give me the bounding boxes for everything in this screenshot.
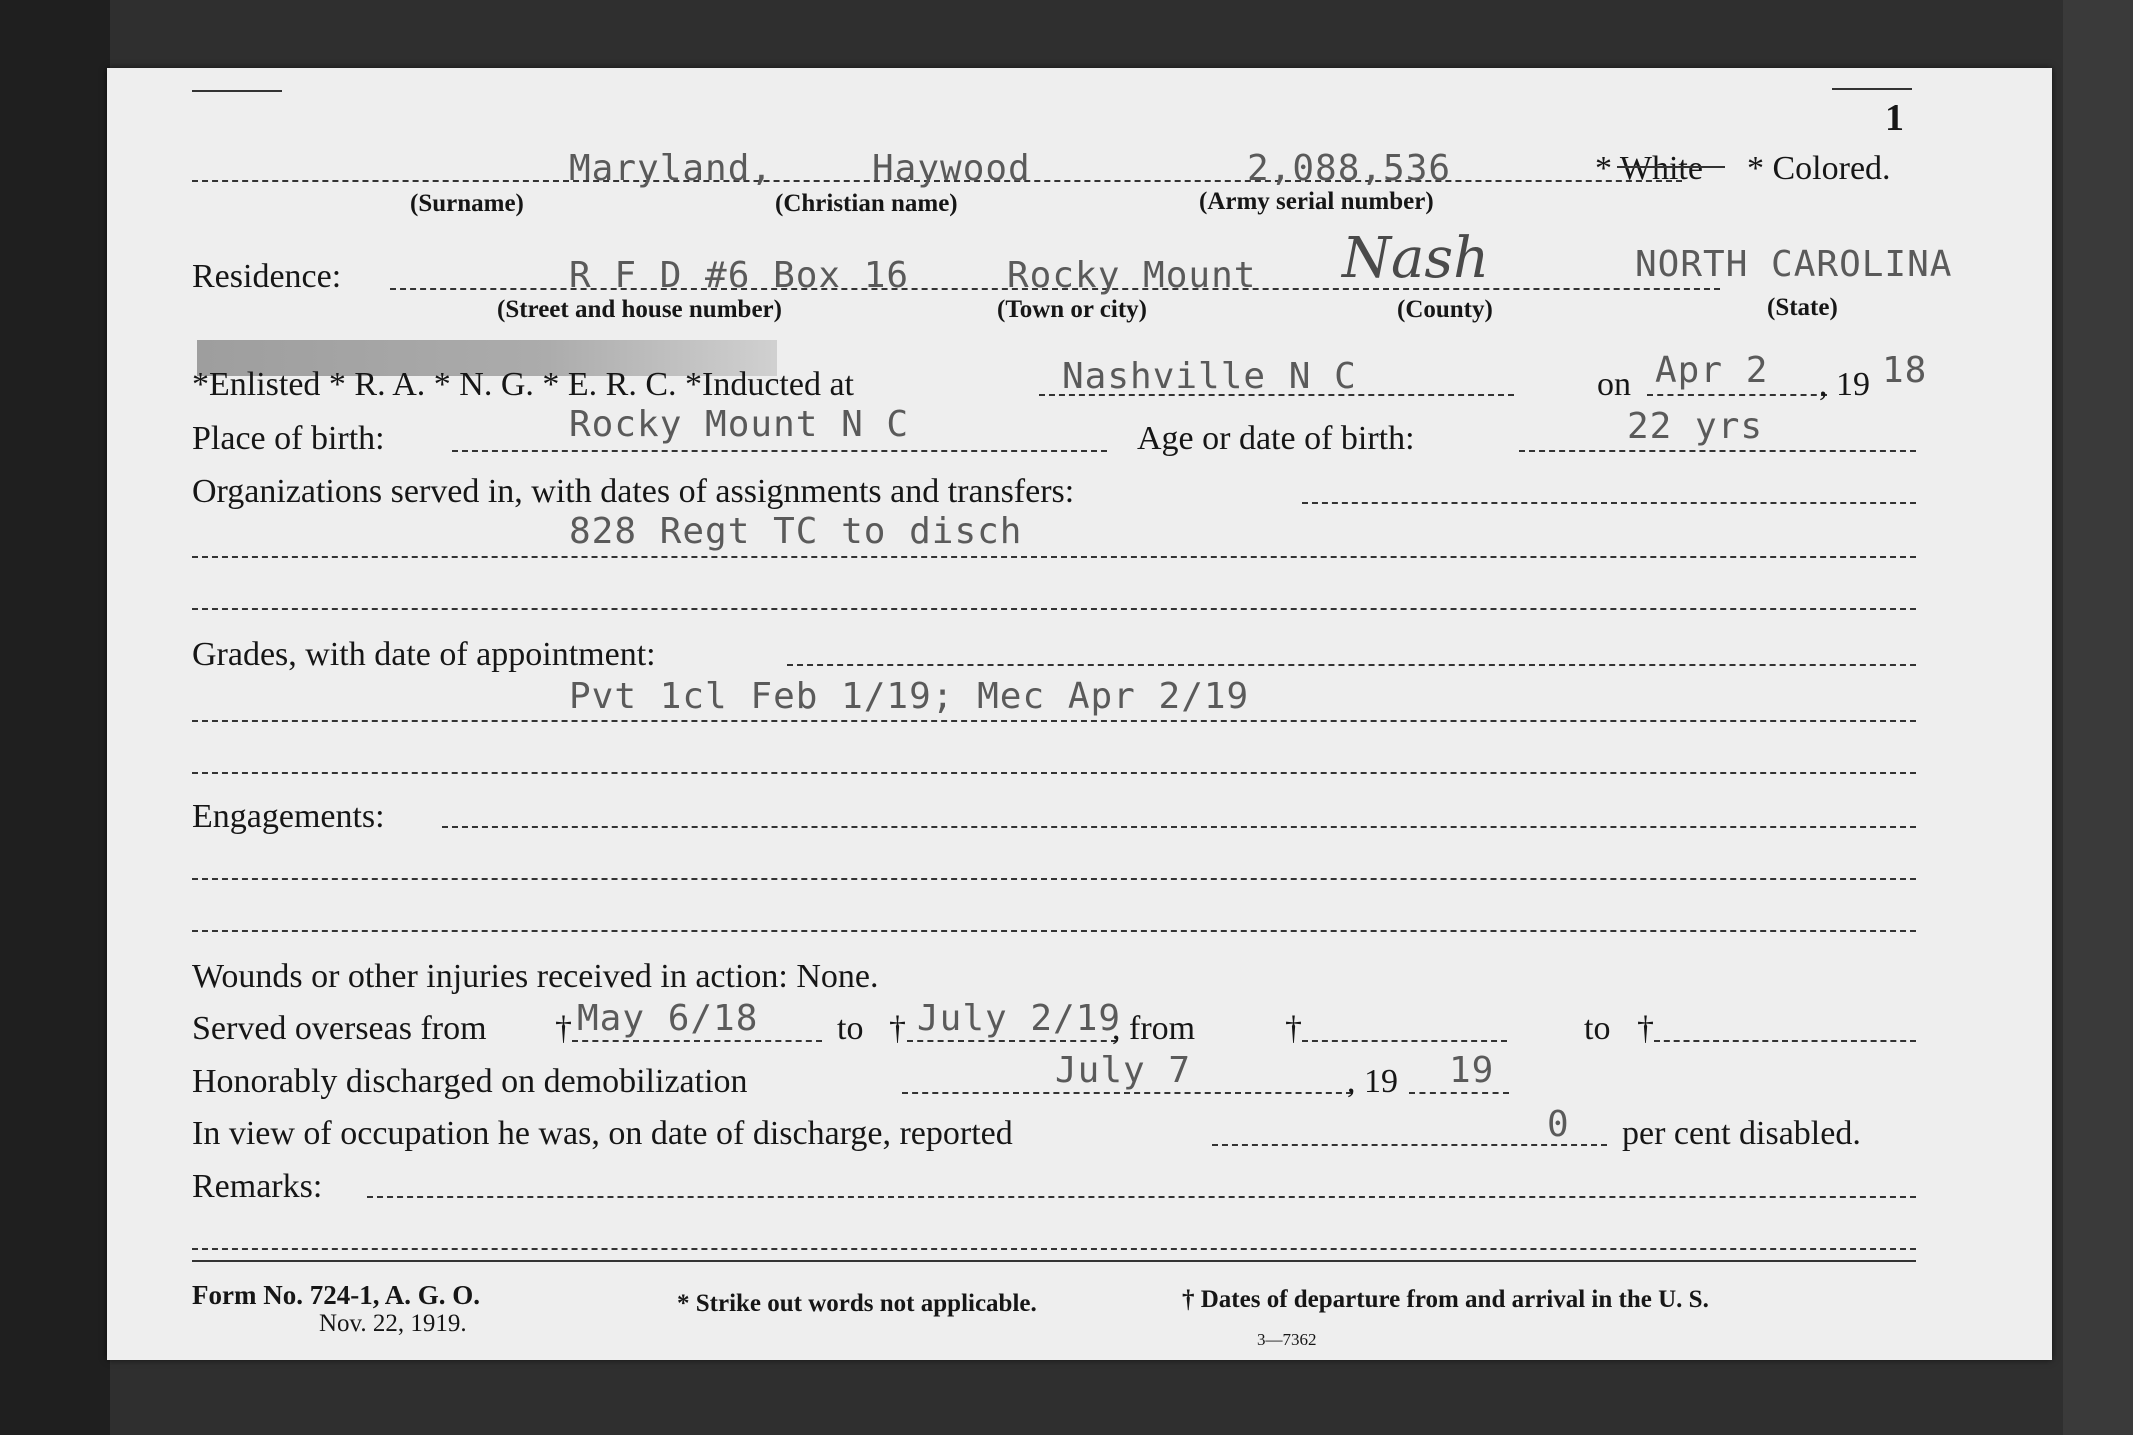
- overseas-dagger-1: †: [555, 1010, 572, 1047]
- top-left-rule: [192, 90, 282, 92]
- overseas-dagger-4: †: [1637, 1010, 1654, 1047]
- overseas-to-1-value: July 2/19: [917, 998, 1122, 1039]
- place-of-birth-label: Place of birth:: [192, 420, 385, 457]
- discharge-year-prefix: , 19: [1347, 1063, 1398, 1100]
- street-caption: (Street and house number): [497, 296, 782, 323]
- organizations-label: Organizations served in, with dates of assignments and transfers:: [192, 473, 1075, 510]
- county-caption: (County): [1397, 296, 1493, 323]
- serial-number-caption: (Army serial number): [1199, 188, 1434, 215]
- organizations-line-1: [1302, 502, 1916, 504]
- disability-label: In view of occupation he was, on date of discharge, reported: [192, 1115, 1013, 1152]
- disability-suffix: per cent disabled.: [1622, 1115, 1861, 1152]
- inducted-date-value: Apr 2: [1655, 350, 1769, 391]
- place-of-birth-value: Rocky Mount N C: [569, 404, 910, 445]
- grades-value: Pvt 1cl Feb 1/19; Mec Apr 2/19: [569, 676, 1250, 717]
- service-record-card: [107, 68, 2052, 1360]
- scan-border-right: [2063, 0, 2133, 1435]
- wounds-label: Wounds or other injuries received in action: None.: [192, 958, 879, 995]
- overseas-dagger-2: †: [889, 1010, 906, 1047]
- town-caption: (Town or city): [997, 296, 1147, 323]
- place-of-birth-line: [452, 450, 1107, 452]
- discharge-date-line: [902, 1092, 1352, 1094]
- inducted-year-prefix: , 19: [1819, 366, 1870, 403]
- residence-county-value: Nash: [1342, 226, 1490, 291]
- overseas-from-line-2: [1302, 1040, 1507, 1042]
- top-right-rule: [1832, 88, 1912, 90]
- card-number: 1: [1885, 97, 1904, 139]
- engagements-label: Engagements:: [192, 798, 385, 835]
- inducted-year-value: 18: [1882, 350, 1928, 391]
- grades-label: Grades, with date of appointment:: [192, 636, 656, 673]
- grades-line-1: [787, 664, 1916, 666]
- form-date: Nov. 22, 1919.: [319, 1310, 467, 1337]
- christian-name-caption: (Christian name): [775, 190, 958, 217]
- overseas-to-line-1: [907, 1040, 1117, 1042]
- dagger-note: † Dates of departure from and arrival in the U. S.: [1182, 1286, 1709, 1313]
- on-label: on: [1597, 366, 1631, 403]
- surname-value: Maryland,: [569, 148, 774, 189]
- overseas-from-label: Served overseas from: [192, 1010, 487, 1047]
- serial-number-value: 2,088,536: [1247, 148, 1452, 189]
- footer-rule: [192, 1260, 1916, 1262]
- overseas-from-label-2: , from: [1112, 1010, 1196, 1047]
- inducted-date-line: [1647, 394, 1827, 396]
- organizations-line-2: [192, 556, 1916, 558]
- age-label: Age or date of birth:: [1137, 420, 1415, 457]
- inducted-place-value: Nashville N C: [1062, 356, 1357, 397]
- grades-line-3: [192, 772, 1916, 774]
- engagements-line-3: [192, 930, 1916, 932]
- age-line: [1519, 450, 1916, 452]
- white-option: * White: [1595, 150, 1703, 187]
- scan-border-left: [0, 0, 110, 1435]
- colored-option: * Colored.: [1747, 150, 1891, 187]
- engagements-line-1: [442, 826, 1916, 828]
- age-value: 22 yrs: [1627, 406, 1764, 447]
- overseas-from-line-1: [572, 1040, 822, 1042]
- residence-label: Residence:: [192, 258, 342, 295]
- residence-town-value: Rocky Mount: [1007, 255, 1257, 296]
- discharge-year-line: [1409, 1092, 1509, 1094]
- enlisted-label: *Enlisted * R. A. * N. G. * E. R. C. *Inducted at: [192, 366, 855, 403]
- white-strikeout: [1617, 166, 1725, 168]
- overseas-to-label-2: to: [1584, 1010, 1611, 1047]
- overseas-to-label-1: to: [837, 1010, 864, 1047]
- organizations-value: 828 Regt TC to disch: [569, 511, 1023, 552]
- grades-line-2: [192, 720, 1916, 722]
- overseas-from-1-value: May 6/18: [577, 998, 759, 1039]
- christian-name-value: Haywood: [872, 148, 1031, 189]
- surname-caption: (Surname): [410, 190, 524, 217]
- remarks-label: Remarks:: [192, 1168, 323, 1205]
- strike-note: * Strike out words not applicable.: [677, 1290, 1037, 1317]
- overseas-to-line-2: [1654, 1040, 1916, 1042]
- remarks-line-1: [367, 1196, 1916, 1198]
- disability-value: 0: [1547, 1104, 1570, 1145]
- residence-street-value: R F D #6 Box 16: [569, 255, 910, 296]
- print-code: 3—7362: [1257, 1330, 1317, 1349]
- engagements-line-2: [192, 878, 1916, 880]
- discharge-date-value: July 7: [1055, 1050, 1192, 1091]
- residence-state-value: NORTH CAROLINA: [1635, 244, 1953, 285]
- state-caption: (State): [1767, 294, 1838, 321]
- remarks-line-2: [192, 1248, 1916, 1250]
- discharge-label: Honorably discharged on demobilization: [192, 1063, 748, 1100]
- discharge-year-value: 19: [1449, 1050, 1495, 1091]
- form-number: Form No. 724-1, A. G. O.: [192, 1280, 480, 1310]
- overseas-dagger-3: †: [1285, 1010, 1302, 1047]
- organizations-line-3: [192, 608, 1916, 610]
